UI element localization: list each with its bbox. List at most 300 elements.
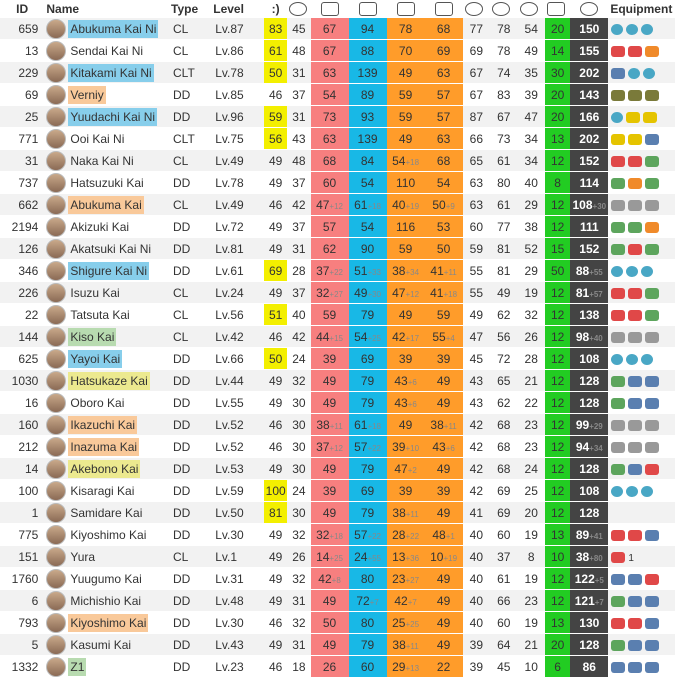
equipment-slots <box>608 458 675 480</box>
equipment-icon[interactable] <box>628 310 642 321</box>
hp-value: 30 <box>287 436 310 458</box>
hp-value: 32 <box>287 568 310 590</box>
equipment-icon[interactable] <box>628 442 642 453</box>
level-moon-icon <box>580 2 598 16</box>
col-lvl[interactable] <box>570 0 608 18</box>
ship-type: DD <box>169 348 211 370</box>
hp-value: 42 <box>287 194 310 216</box>
table-row[interactable] <box>0 414 675 436</box>
equipment-icon[interactable] <box>611 464 625 475</box>
firepower-value: 14+25 <box>311 546 349 568</box>
equipment-icon[interactable] <box>628 574 642 585</box>
ship-name: Kiyoshimo Kai <box>70 527 147 542</box>
equipment-icon[interactable] <box>645 574 659 585</box>
torpedo-value: 79 <box>349 458 387 480</box>
equipment-icon[interactable] <box>611 46 625 57</box>
ship-name-cell[interactable] <box>44 414 169 436</box>
firepower-value: 38+11 <box>311 414 349 436</box>
equipment-slots <box>608 590 675 612</box>
firepower-value: 32+18 <box>311 524 349 546</box>
evasion-value: 42 <box>463 458 490 480</box>
equipment-icon[interactable] <box>611 596 625 607</box>
luck-value: 12 <box>545 414 570 436</box>
ship-name-cell[interactable] <box>44 458 169 480</box>
asw-value: 74 <box>490 62 517 84</box>
table-row[interactable] <box>0 590 675 612</box>
total-value: 152 <box>570 150 608 172</box>
total-value: 152 <box>570 238 608 260</box>
los-value: 25 <box>518 480 545 502</box>
equipment-icon[interactable] <box>626 112 640 123</box>
table-row[interactable] <box>0 150 675 172</box>
avatar <box>46 349 66 369</box>
torpedo-value: 80 <box>349 612 387 634</box>
mood-value: 50 <box>264 62 287 84</box>
ship-name-cell[interactable] <box>44 260 169 282</box>
equipment-icon[interactable] <box>611 24 623 35</box>
asw-value: 67 <box>490 106 517 128</box>
ship-name-cell[interactable] <box>44 634 169 656</box>
equipment-icon[interactable] <box>611 618 625 629</box>
evasion-value: 87 <box>463 106 490 128</box>
ammo-icon <box>359 2 377 16</box>
los-value: 34 <box>518 128 545 150</box>
col-type[interactable]: Type <box>169 0 211 18</box>
equipment-slots <box>608 414 675 436</box>
equipment-icon[interactable] <box>645 46 659 57</box>
asw-value: 37 <box>490 546 517 568</box>
col-fuel[interactable] <box>311 0 349 18</box>
torpedo-value: 93 <box>349 106 387 128</box>
hp-value: 32 <box>287 612 310 634</box>
equipment-icon[interactable] <box>645 640 659 651</box>
equipment-icon[interactable] <box>645 530 659 541</box>
table-row[interactable] <box>0 304 675 326</box>
table-row[interactable] <box>0 480 675 502</box>
antiair-value: 28+22 <box>387 524 425 546</box>
ship-name-cell[interactable] <box>44 62 169 84</box>
los-value: 29 <box>518 260 545 282</box>
col-ammo[interactable] <box>349 0 387 18</box>
equipment-icon[interactable] <box>628 46 642 57</box>
equipment-icon[interactable] <box>628 596 642 607</box>
equipment-icon[interactable] <box>611 244 625 255</box>
ship-level: Lv.44 <box>211 370 264 392</box>
ship-name-cell[interactable] <box>44 326 169 348</box>
armor-value: 22 <box>425 656 463 678</box>
equipment-icon[interactable] <box>628 640 642 651</box>
equipment-icon[interactable] <box>628 530 642 541</box>
hp-value: 48 <box>287 150 310 172</box>
equipment-icon[interactable] <box>611 640 625 651</box>
ship-id: 212 <box>0 436 44 458</box>
equipment-icon[interactable] <box>611 398 625 409</box>
equipment-icon[interactable] <box>645 662 659 673</box>
luck-value: 12 <box>545 392 570 414</box>
table-row[interactable] <box>0 458 675 480</box>
col-evasion[interactable] <box>463 0 490 18</box>
asw-value: 65 <box>490 370 517 392</box>
ship-type: CL <box>169 326 211 348</box>
total-value: 166 <box>570 106 608 128</box>
equipment-icon[interactable] <box>645 222 659 233</box>
asw-value: 81 <box>490 238 517 260</box>
table-row[interactable] <box>0 392 675 414</box>
ship-id: 1332 <box>0 656 44 678</box>
ship-level: Lv.55 <box>211 392 264 414</box>
col-equipment[interactable]: Equipment <box>608 0 675 18</box>
equipment-icon[interactable] <box>611 332 625 343</box>
los-value: 20 <box>518 502 545 524</box>
avatar <box>46 569 66 589</box>
table-row[interactable] <box>0 502 675 524</box>
luck-value: 13 <box>545 612 570 634</box>
equipment-icon[interactable] <box>628 288 642 299</box>
firepower-value: 49 <box>311 458 349 480</box>
ship-name-cell[interactable] <box>44 392 169 414</box>
avatar <box>46 613 66 633</box>
equipment-count: 1 <box>628 552 634 564</box>
fuel-icon <box>321 2 339 16</box>
table-row[interactable] <box>0 370 675 392</box>
equipment-slots <box>608 150 675 172</box>
equipment-icon[interactable] <box>641 354 653 365</box>
col-hp[interactable] <box>287 0 310 18</box>
ship-name: Michishio Kai <box>70 593 142 608</box>
table-row[interactable] <box>0 282 675 304</box>
ship-name-cell[interactable] <box>44 84 169 106</box>
ship-name-cell[interactable] <box>44 546 169 568</box>
table-row[interactable] <box>0 524 675 546</box>
antiair-value: 47+2 <box>387 458 425 480</box>
equipment-icon[interactable] <box>611 310 625 321</box>
los-value: 54 <box>518 18 545 40</box>
equipment-icon[interactable] <box>628 90 642 101</box>
ship-name: Tatsuta Kai <box>70 307 130 322</box>
equipment-icon[interactable] <box>645 618 659 629</box>
equipment-icon[interactable] <box>645 200 659 211</box>
equipment-slots <box>608 480 675 502</box>
equipment-icon[interactable] <box>611 376 625 387</box>
mood-value: 49 <box>264 282 287 304</box>
total-value: 86 <box>570 656 608 678</box>
equipment-icon[interactable] <box>628 200 642 211</box>
equipment-icon[interactable] <box>611 266 623 277</box>
torpedo-value: 79 <box>349 370 387 392</box>
ship-level: Lv.81 <box>211 238 264 260</box>
armor-value: 49 <box>425 502 463 524</box>
ship-id: 13 <box>0 40 44 62</box>
ship-name-cell[interactable] <box>44 216 169 238</box>
asw-value: 78 <box>490 40 517 62</box>
table-row[interactable] <box>0 84 675 106</box>
mood-value: 100 <box>264 480 287 502</box>
ship-name-cell[interactable] <box>44 370 169 392</box>
equipment-icon[interactable] <box>645 442 659 453</box>
equipment-icon[interactable] <box>628 618 642 629</box>
los-value: 38 <box>518 216 545 238</box>
total-value: 128 <box>570 392 608 414</box>
ship-level: Lv.23 <box>211 656 264 678</box>
hp-value: 43 <box>287 128 310 150</box>
equipment-icon[interactable] <box>628 222 642 233</box>
equipment-icon[interactable] <box>611 222 625 233</box>
ship-type: CL <box>169 194 211 216</box>
col-asw[interactable] <box>490 0 517 18</box>
antiair-value: 42+7 <box>387 590 425 612</box>
equipment-slots <box>608 326 675 348</box>
table-row[interactable] <box>0 238 675 260</box>
equipment-icon[interactable] <box>641 486 653 497</box>
equipment-icon[interactable] <box>611 574 625 585</box>
ship-name: Oboro Kai <box>70 395 125 410</box>
equipment-icon[interactable] <box>643 68 655 79</box>
equipment-icon[interactable] <box>628 464 642 475</box>
equipment-slots <box>608 62 675 84</box>
equipment-icon[interactable] <box>626 486 638 497</box>
evasion-value: 40 <box>463 590 490 612</box>
table-row[interactable] <box>0 106 675 128</box>
ship-level: Lv.48 <box>211 590 264 612</box>
col-torpedo[interactable] <box>425 0 463 18</box>
table-row[interactable] <box>0 260 675 282</box>
equipment-icon[interactable] <box>645 178 659 189</box>
ship-name: Hatsukaze Kai <box>70 373 148 388</box>
equipment-icon[interactable] <box>628 420 642 431</box>
equipment-icon[interactable] <box>645 376 659 387</box>
ship-level: Lv.1 <box>211 546 264 568</box>
table-row[interactable] <box>0 62 675 84</box>
ship-name-cell[interactable] <box>44 348 169 370</box>
total-value: 89+41 <box>570 524 608 546</box>
equipment-icon[interactable] <box>611 178 625 189</box>
ship-name-cell[interactable] <box>44 656 169 678</box>
col-firepower[interactable] <box>387 0 425 18</box>
equipment-icon[interactable] <box>611 354 623 365</box>
ship-name-cell[interactable] <box>44 282 169 304</box>
evasion-value: 40 <box>463 568 490 590</box>
equipment-icon[interactable] <box>628 134 642 145</box>
ship-name-cell[interactable] <box>44 172 169 194</box>
ship-level: Lv.85 <box>211 84 264 106</box>
ship-id: 151 <box>0 546 44 568</box>
col-id[interactable]: ID <box>0 0 44 18</box>
equipment-icon[interactable] <box>643 112 657 123</box>
equipment-icon[interactable] <box>626 266 638 277</box>
equipment-icon[interactable] <box>611 420 625 431</box>
ship-name-cell[interactable] <box>44 524 169 546</box>
equipment-icon[interactable] <box>628 398 642 409</box>
luck-value: 12 <box>545 370 570 392</box>
total-value: 108 <box>570 348 608 370</box>
evasion-value: 55 <box>463 282 490 304</box>
equipment-slots <box>608 216 675 238</box>
ship-name-cell[interactable] <box>44 106 169 128</box>
ship-type: DD <box>169 612 211 634</box>
equipment-icon[interactable] <box>626 354 638 365</box>
table-row[interactable] <box>0 172 675 194</box>
ship-type: CL <box>169 304 211 326</box>
equipment-icon[interactable] <box>645 156 659 167</box>
ship-type: DD <box>169 260 211 282</box>
equipment-icon[interactable] <box>628 178 642 189</box>
ship-name: Akizuki Kai <box>70 219 130 234</box>
equipment-icon[interactable] <box>626 24 638 35</box>
antiair-value: 49 <box>387 304 425 326</box>
equipment-icon[interactable] <box>645 244 659 255</box>
firepower-value: 39 <box>311 348 349 370</box>
equipment-icon[interactable] <box>611 486 623 497</box>
asw-value: 68 <box>490 436 517 458</box>
antiair-value: 43+6 <box>387 392 425 414</box>
table-row[interactable] <box>0 326 675 348</box>
equipment-icon[interactable] <box>611 134 625 145</box>
mood-value: 46 <box>264 326 287 348</box>
ship-name-cell[interactable] <box>44 480 169 502</box>
equipment-icon[interactable] <box>645 420 659 431</box>
ship-name-cell[interactable] <box>44 502 169 524</box>
avatar <box>46 151 66 171</box>
firepower-value: 32+27 <box>311 282 349 304</box>
ship-name-cell[interactable] <box>44 238 169 260</box>
los-value: 35 <box>518 62 545 84</box>
asw-value: 68 <box>490 414 517 436</box>
ship-type: CL <box>169 150 211 172</box>
equipment-icon[interactable] <box>645 464 659 475</box>
equipment-icon[interactable] <box>645 596 659 607</box>
table-row[interactable] <box>0 128 675 150</box>
equipment-slots <box>608 304 675 326</box>
ship-name-cell[interactable] <box>44 436 169 458</box>
equipment-icon[interactable] <box>645 288 659 299</box>
armor-value: 50 <box>425 238 463 260</box>
ship-name-cell[interactable] <box>44 194 169 216</box>
los-value: 19 <box>518 282 545 304</box>
equipment-icon[interactable] <box>628 332 642 343</box>
avatar <box>46 481 66 501</box>
armor-value: 55+4 <box>425 326 463 348</box>
los-value: 52 <box>518 238 545 260</box>
evasion-value: 63 <box>463 194 490 216</box>
table-row[interactable] <box>0 18 675 40</box>
equipment-icon[interactable] <box>611 552 625 563</box>
table-row[interactable] <box>0 348 675 370</box>
ship-name: Yuudachi Kai Ni <box>70 109 156 124</box>
antiair-value: 39+10 <box>387 436 425 458</box>
ship-level: Lv.30 <box>211 612 264 634</box>
avatar <box>46 547 66 567</box>
equipment-icon[interactable] <box>611 156 625 167</box>
torpedo-value: 49+30 <box>349 282 387 304</box>
ship-name-cell[interactable] <box>44 18 169 40</box>
ship-name-cell[interactable] <box>44 150 169 172</box>
table-row[interactable] <box>0 546 675 568</box>
col-name[interactable]: Name <box>44 0 169 18</box>
col-level[interactable]: Level <box>211 0 264 18</box>
los-value: 21 <box>518 634 545 656</box>
avatar <box>46 19 66 39</box>
table-row[interactable] <box>0 436 675 458</box>
table-row[interactable] <box>0 216 675 238</box>
equipment-icon[interactable] <box>641 24 653 35</box>
asw-value: 77 <box>490 216 517 238</box>
equipment-icon[interactable] <box>611 288 625 299</box>
equipment-icon[interactable] <box>611 200 625 211</box>
ship-level: Lv.96 <box>211 106 264 128</box>
equipment-icon[interactable] <box>611 90 625 101</box>
ship-name-cell[interactable] <box>44 304 169 326</box>
equipment-icon[interactable] <box>611 68 625 79</box>
torpedo-value: 61+18 <box>349 414 387 436</box>
table-row[interactable] <box>0 40 675 62</box>
table-row[interactable] <box>0 612 675 634</box>
antiair-value: 25+25 <box>387 612 425 634</box>
equipment-slots <box>608 436 675 458</box>
equipment-icon[interactable] <box>628 244 642 255</box>
equipment-icon[interactable] <box>645 90 659 101</box>
asw-value: 83 <box>490 84 517 106</box>
equipment-icon[interactable] <box>611 442 625 453</box>
ship-level: Lv.78 <box>211 172 264 194</box>
hp-value: 37 <box>287 84 310 106</box>
equipment-icon[interactable] <box>645 332 659 343</box>
col-mood[interactable]: :) <box>264 0 287 18</box>
equipment-icon[interactable] <box>628 68 640 79</box>
firepower-value: 73 <box>311 106 349 128</box>
col-los[interactable] <box>518 0 545 18</box>
equipment-icon[interactable] <box>628 156 642 167</box>
total-value: 108 <box>570 480 608 502</box>
luck-value: 13 <box>545 524 570 546</box>
equipment-icon[interactable] <box>611 530 625 541</box>
table-row[interactable] <box>0 634 675 656</box>
torpedo-value: 60 <box>349 656 387 678</box>
ship-name-cell[interactable] <box>44 568 169 590</box>
ship-type: DD <box>169 634 211 656</box>
total-value: 88+55 <box>570 260 608 282</box>
ship-name-cell[interactable] <box>44 612 169 634</box>
table-row[interactable] <box>0 656 675 678</box>
equipment-icon[interactable] <box>611 112 623 123</box>
ship-level: Lv.59 <box>211 480 264 502</box>
ship-name-cell[interactable] <box>44 590 169 612</box>
equipment-icon[interactable] <box>611 662 625 673</box>
equipment-icon[interactable] <box>641 266 653 277</box>
table-row[interactable] <box>0 194 675 216</box>
ship-name-cell[interactable] <box>44 128 169 150</box>
firepower-value: 59 <box>311 304 349 326</box>
torpedo-value: 69 <box>349 480 387 502</box>
equipment-icon[interactable] <box>645 398 659 409</box>
equipment-icon[interactable] <box>628 376 642 387</box>
antiair-value: 13+36 <box>387 546 425 568</box>
ship-id: 144 <box>0 326 44 348</box>
ship-name-cell[interactable] <box>44 40 169 62</box>
ship-id: 346 <box>0 260 44 282</box>
los-value: 22 <box>518 392 545 414</box>
table-row[interactable] <box>0 568 675 590</box>
hp-value: 24 <box>287 480 310 502</box>
armor-value: 49 <box>425 568 463 590</box>
total-value: 202 <box>570 62 608 84</box>
ship-name: Kisaragi Kai <box>70 483 135 498</box>
equipment-icon[interactable] <box>645 310 659 321</box>
asw-value: 45 <box>490 656 517 678</box>
mood-value: 69 <box>264 260 287 282</box>
col-luck[interactable] <box>545 0 570 18</box>
equipment-icon[interactable] <box>645 134 659 145</box>
equipment-icon[interactable] <box>628 662 642 673</box>
